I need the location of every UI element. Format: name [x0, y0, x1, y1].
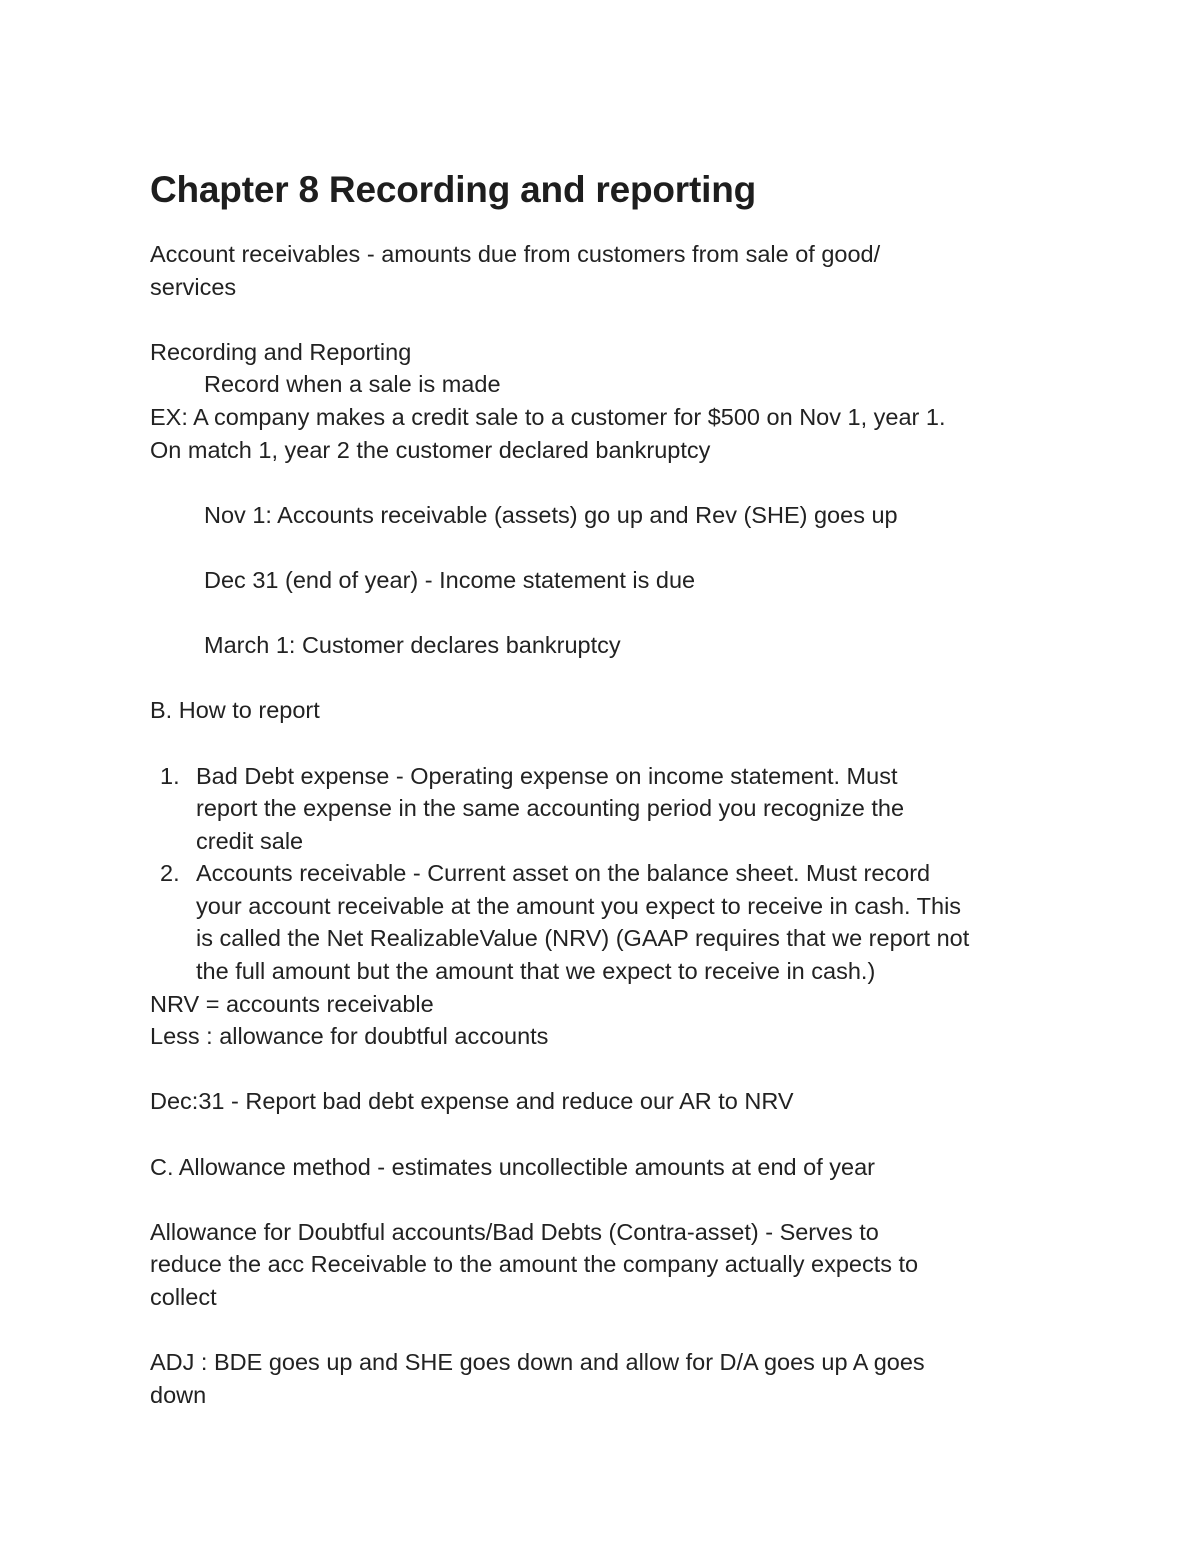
section-a-subline: Record when a sale is made: [204, 371, 501, 398]
spacer: [150, 1314, 1060, 1347]
list-item: [150, 760, 1060, 858]
example-line-1: EX: A company makes a credit sale to a customer for $500 on Nov 1, year 1.: [150, 403, 946, 430]
spacer: [150, 662, 1060, 695]
dec31-line: Dec:31 - Report bad debt expense and reduce our AR to NRV: [150, 1088, 794, 1115]
spacer: [150, 1183, 1060, 1216]
list-item: [150, 857, 1060, 987]
timeline-march-1: March 1: Customer declares bankruptcy: [204, 632, 621, 659]
list-item-line: your account receivable at the amount you expect to receive in cash. This: [196, 892, 962, 919]
nrv-line-1: NRV = accounts receivable: [150, 990, 434, 1017]
list-item-number: 1.: [160, 762, 180, 789]
spacer: [150, 597, 1060, 630]
nrv-line-2: Less : allowance for doubtful accounts: [150, 1023, 549, 1050]
section-a-heading: Recording and Reporting: [150, 338, 412, 365]
intro-line-2: services: [150, 273, 237, 300]
section-b-heading: B. How to report: [150, 697, 320, 724]
intro-line-1: Account receivables - amounts due from customers from sale of good/: [150, 241, 881, 267]
allowance-line-3: collect: [150, 1284, 217, 1310]
spacer: [150, 1118, 1060, 1151]
allowance-line-2: reduce the acc Receivable to the amount the company actually expects to: [150, 1251, 919, 1278]
list-item-line: Accounts receivable - Current asset on the balance sheet. Must record: [196, 860, 931, 887]
spacer: [150, 466, 1060, 499]
spacer: [150, 303, 1060, 336]
example-line-2: On match 1, year 2 the customer declared bankruptcy: [150, 436, 711, 463]
timeline-nov-1: Nov 1: Accounts receivable (assets) go up and Rev (SHE) goes up: [204, 501, 898, 528]
report-list: [150, 760, 1060, 988]
list-item-number: 2.: [160, 860, 180, 887]
list-item-line: is called the Net RealizableValue (NRV) (GAAP requires that we report not: [196, 925, 970, 952]
section-c-heading: C. Allowance method - estimates uncollectible amounts at end of year: [150, 1153, 875, 1180]
list-item-line: credit sale: [196, 827, 304, 854]
adj-line-1: ADJ : BDE goes up and SHE goes down and allow for D/A goes up A goes: [150, 1349, 925, 1376]
list-item-line: the full amount but the amount that we expect to receive in cash.): [196, 958, 876, 985]
allowance-line-1: Allowance for Doubtful accounts/Bad Debts (Contra-asset) - Serves to: [150, 1218, 879, 1245]
spacer: [150, 727, 1060, 760]
spacer: [150, 531, 1060, 564]
page-title: Chapter 8 Recording and reporting: [150, 169, 757, 210]
document-page: [150, 164, 1060, 1411]
timeline-dec-31: Dec 31 (end of year) - Income statement is due: [204, 566, 696, 593]
adj-line-2: down: [150, 1381, 207, 1408]
spacer: [150, 1053, 1060, 1086]
list-item-line: Bad Debt expense - Operating expense on income statement. Must: [196, 762, 898, 789]
list-item-line: report the expense in the same accounting period you recognize the: [196, 795, 905, 822]
